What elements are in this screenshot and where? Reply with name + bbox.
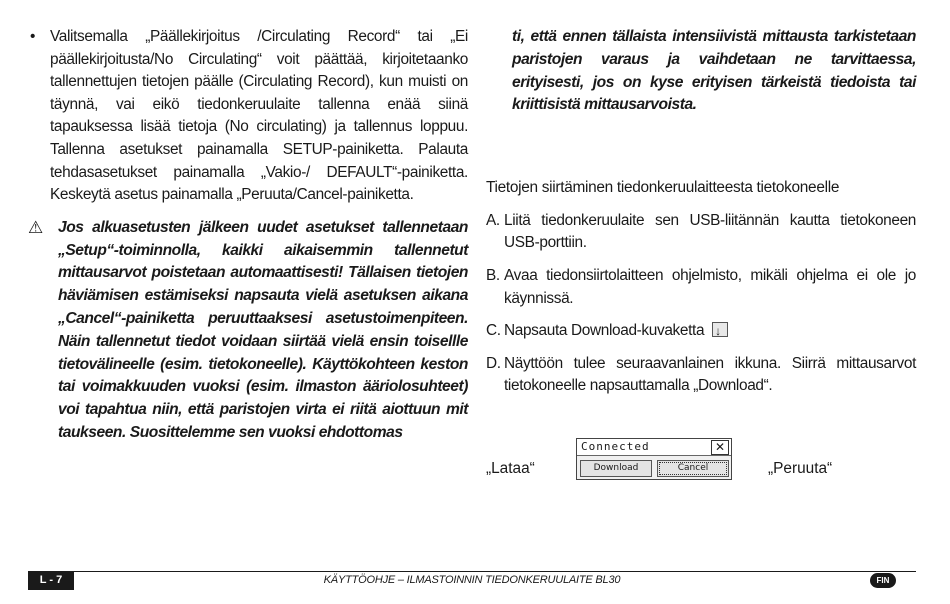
step-letter: B. (486, 266, 500, 284)
cancel-caption: „Peruuta“ (768, 460, 833, 477)
warning-continuation: ti, että ennen tällaista intensiivistä mittausta tarkistetaan paristojen varaus ja vaihdetaan ne tarvittaessa, erityisesti, jos on kyse erityisen tärkeistä tiedoista tai kriittisistä mittausarvoista. (512, 28, 916, 114)
download-button[interactable]: Download (580, 460, 652, 477)
step-text: Napsauta Download-kuvaketta (504, 322, 705, 340)
step-text: Näyttöön tulee seuraavanlainen ikkuna. Siirrä mittausarvot tietokoneelle napsauttamalla „Download“. (504, 354, 916, 395)
bullet-text: Valitsemalla „Päällekirjoitus /Circulating Record“ tai „Ei päällekirjoitusta/No Circulating“ voit päättää, kirjoitetaanko tallennettujen tietojen päälle (Circulating Record), kun muisti on täynnä, vai eikö tiedonkeruulaite tallenna enää siinä tapauksessa lisää tietoja (No circulating) ja tallennus loppuu. Tallenna asetukset painamalla SETUP-painiketta. Palauta tehdasasetukset painamalla „Vakio-/ DEFAULT“-painiketta. Keskeytä asetus painamalla „Peruuta/Cancel-painiketta. (50, 28, 468, 204)
section-heading: Tietojen siirtäminen tiedonkeruulaitteesta tietokoneelle (486, 179, 840, 197)
warning-paragraph (28, 217, 468, 445)
right-column (486, 10, 916, 398)
footer-title: KÄYTTÖOHJE – ILMASTOINNIN TIEDONKERUULAITE BL30 (323, 574, 621, 586)
step-text: Avaa tiedonsiirtolaitteen ohjelmisto, mikäli ohjelma ei ole jo käynnissä. (504, 266, 916, 307)
warning-text: Jos alkuasetusten jälkeen uudet asetukset tallennetaan „Setup“-toiminnolla, kaikki aikaisemmin tallennetut mittausarvot poistetaan automaattisesti! Tällaisen tietojen häviämisen estämiseksi napsauta vielä asetuksen aikana „Cancel“-painiketta peruuttaaksesi asetustoimenpiteen. Näin tallennetut tiedot voidaan siirtää vielä ensin toisellle tietovälineelle (esim. tietokoneelle). Käyttökohteen keston tai voimakkuuden vuoksi (esim. ilmaston ääriolosuhteet) voi tapahtua niin, että paristojen virta ei riitä aiottuun mit taukseen. Suosittelemme sen vuoksi ehdottomas (58, 218, 468, 441)
page-footer (28, 571, 916, 590)
dialog-title: Connected (581, 440, 650, 453)
step-a (486, 210, 916, 255)
download-icon (712, 322, 728, 337)
step-letter: D. (486, 354, 501, 372)
dialog-titlebar (577, 439, 731, 456)
cancel-button[interactable]: Cancel (657, 460, 729, 477)
page-number: L - 7 (28, 571, 74, 590)
step-b (486, 265, 916, 310)
warning-icon: ⚠ (28, 217, 43, 237)
step-text: Liitä tiedonkeruulaite sen USB-liitännän kautta tietokoneen USB-porttiin. (504, 211, 916, 252)
dialog-figure (486, 432, 916, 492)
download-caption: „Lataa“ (486, 460, 535, 477)
close-icon[interactable]: ✕ (711, 440, 729, 455)
bullet-icon: • (30, 28, 36, 45)
connected-dialog (576, 438, 732, 480)
country-badge: FIN (870, 573, 896, 588)
step-d (486, 353, 916, 398)
step-letter: C. (486, 322, 501, 340)
step-letter: A. (486, 211, 500, 229)
bullet-paragraph (28, 26, 468, 207)
step-c (486, 320, 916, 343)
left-column (28, 10, 468, 445)
